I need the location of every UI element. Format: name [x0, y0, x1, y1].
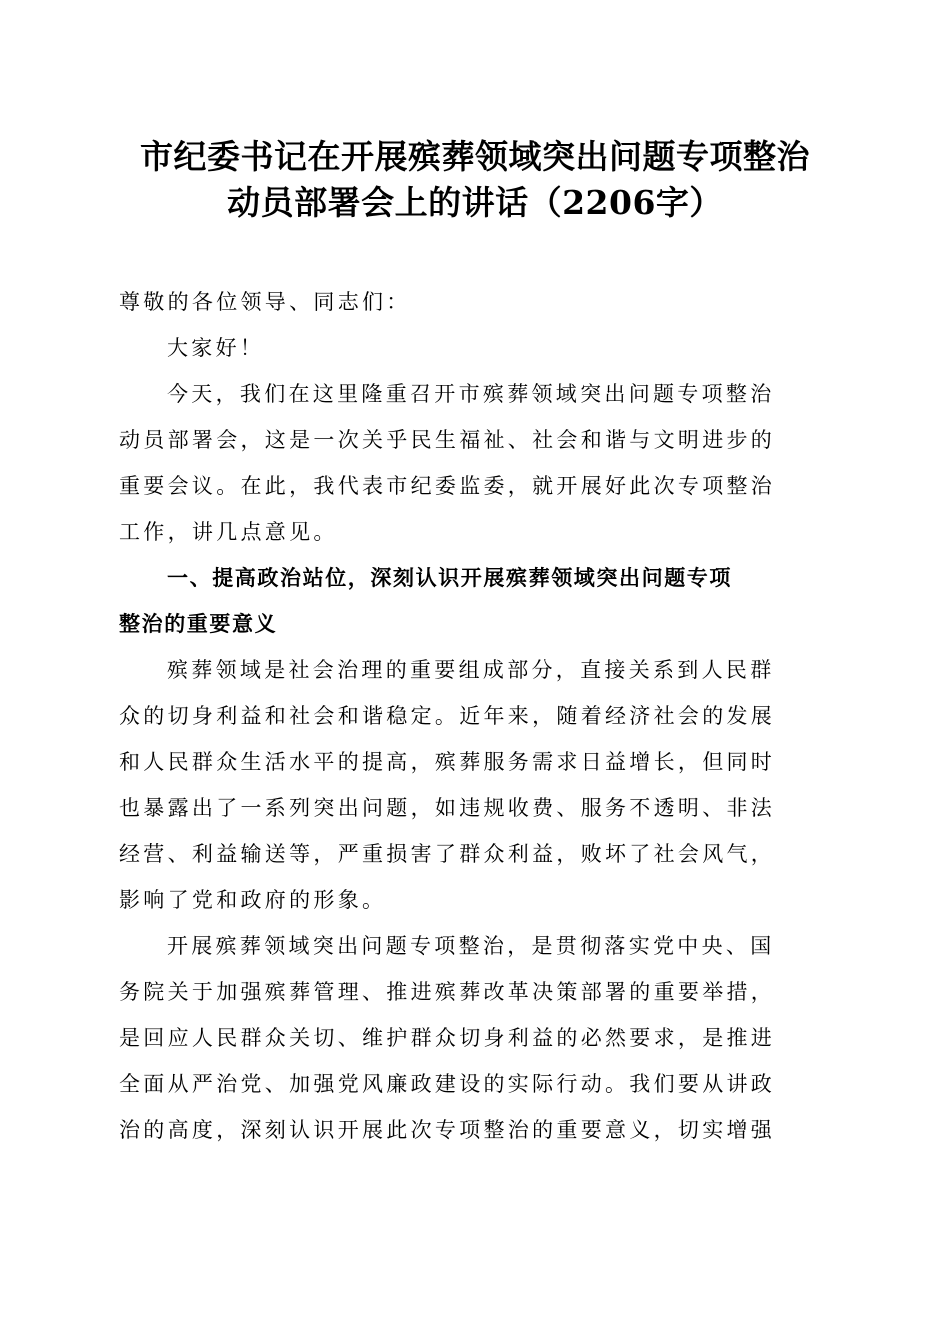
paragraph-line: 影响了党和政府的形象。 — [119, 888, 387, 912]
title-line-2: 动员部署会上的讲话（2206字） — [227, 183, 723, 222]
paragraph-line: 今天，我们在这里隆重召开市殡葬领域突出问题专项整治 — [167, 382, 775, 406]
salutation: 尊敬的各位领导、同志们： — [119, 290, 411, 314]
section-heading-1 — [119, 555, 831, 647]
title-line-1: 市纪委书记在开展殡葬领域突出问题专项整治 — [140, 137, 810, 176]
paragraph-line: 动员部署会，这是一次关乎民生福祉、社会和谐与文明进步的 — [119, 428, 776, 452]
paragraph-line: 务院关于加强殡葬管理、推进殡葬改革决策部署的重要举措， — [119, 980, 776, 1004]
paragraph-line: 也暴露出了一系列突出问题，如违规收费、服务不透明、非法 — [119, 796, 776, 820]
paragraph-line: 殡葬领域是社会治理的重要组成部分，直接关系到人民群 — [167, 658, 775, 682]
greeting: 大家好！ — [167, 336, 265, 360]
paragraph-opening — [119, 371, 831, 555]
paragraph-line: 重要会议。在此，我代表市纪委监委，就开展好此次专项整治 — [119, 474, 776, 498]
paragraph-line: 治的高度，深刻认识开展此次专项整治的重要意义，切实增强 — [119, 1118, 776, 1142]
paragraph-line: 开展殡葬领域突出问题专项整治，是贯彻落实党中央、国 — [167, 934, 775, 958]
paragraph-line: 是回应人民群众关切、维护群众切身利益的必然要求，是推进 — [119, 1026, 776, 1050]
paragraph-line: 经营、利益输送等，严重损害了群众利益，败坏了社会风气， — [119, 842, 776, 866]
paragraph-line: 全面从严治党、加强党风廉政建设的实际行动。我们要从讲政 — [119, 1072, 776, 1096]
section-heading-line: 一、提高政治站位，深刻认识开展殡葬领域突出问题专项 — [167, 566, 732, 590]
document-body — [119, 279, 831, 1153]
section-heading-line: 整治的重要意义 — [119, 612, 278, 636]
paragraph-significance — [119, 647, 831, 923]
paragraph-line: 众的切身利益和社会和谐稳定。近年来，随着经济社会的发展 — [119, 704, 776, 728]
paragraph-rectification — [119, 923, 831, 1153]
paragraph-line: 和人民群众生活水平的提高，殡葬服务需求日益增长，但同时 — [119, 750, 776, 774]
paragraph-line: 工作，讲几点意见。 — [119, 520, 338, 544]
document-title — [100, 134, 850, 226]
